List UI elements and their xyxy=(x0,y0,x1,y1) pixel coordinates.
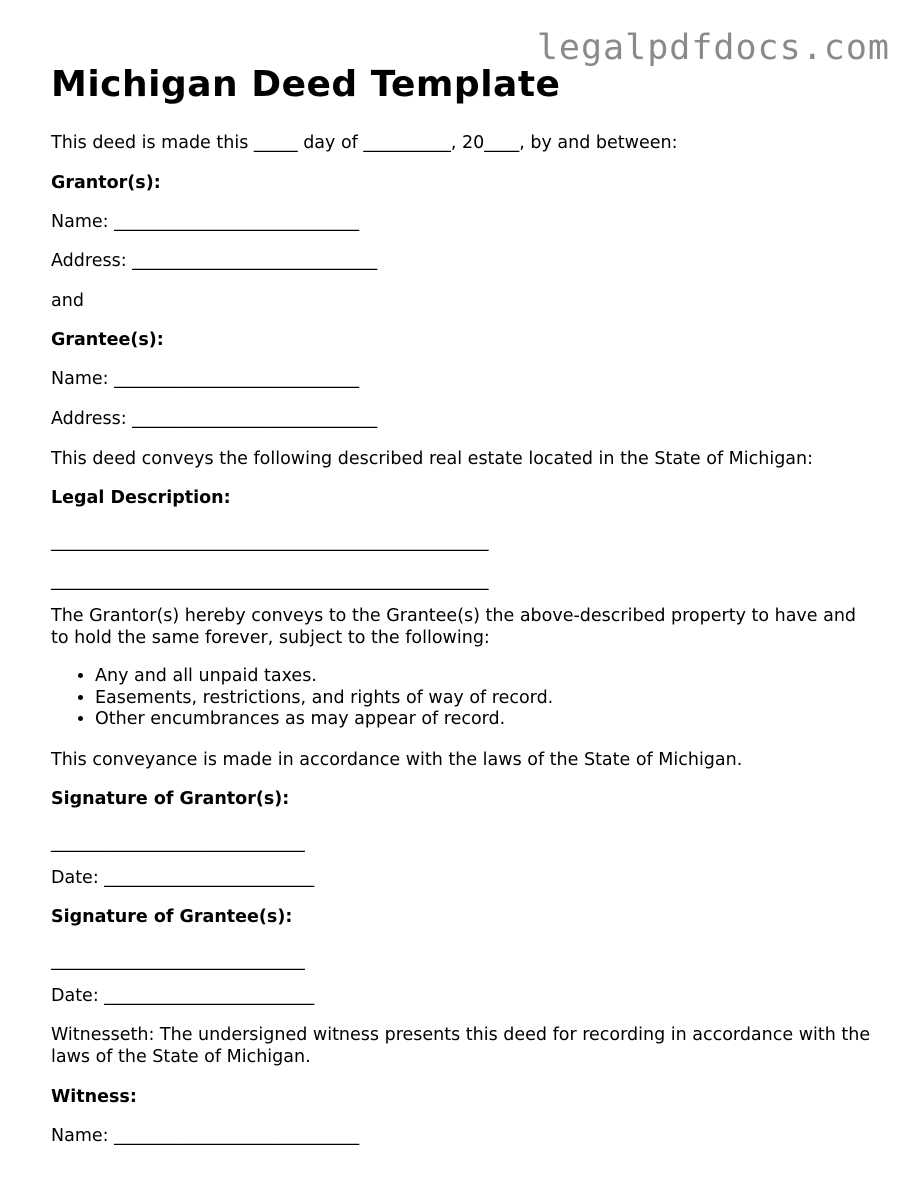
witnesseth-paragraph: Witnesseth: The undersigned witness presents this deed for recording in accordance with the laws of the State of Michigan. xyxy=(51,1025,871,1067)
list-item: • Any and all unpaid taxes. xyxy=(95,666,553,688)
conditions-list xyxy=(51,666,553,731)
grantee-name-field: Name: ____________________________ xyxy=(51,369,360,389)
grantor-signature-line: _____________________________ xyxy=(51,833,305,853)
grantee-signature-heading: Signature of Grantee(s): xyxy=(51,907,293,927)
witness-heading: Witness: xyxy=(51,1087,137,1107)
legal-description-heading: Legal Description: xyxy=(51,488,231,508)
grantor-date-field: Date: ________________________ xyxy=(51,868,315,888)
grantee-signature-line: _____________________________ xyxy=(51,951,305,971)
intro-line: This deed is made this _____ day of __________, 20____, by and between: xyxy=(51,133,678,153)
accordance-text: This conveyance is made in accordance with the laws of the State of Michigan. xyxy=(51,750,743,770)
and-text: and xyxy=(51,291,84,311)
legal-description-line-1: __________________________________________________ xyxy=(51,532,489,552)
grantor-address-field: Address: ____________________________ xyxy=(51,251,378,271)
convey-paragraph: The Grantor(s) hereby conveys to the Grantee(s) the above-described property to have and to hold the same forever, subject to the following: xyxy=(51,606,857,648)
grantor-heading: Grantor(s): xyxy=(51,173,161,193)
grantor-name-field: Name: ____________________________ xyxy=(51,212,360,232)
grantee-date-field: Date: ________________________ xyxy=(51,986,315,1006)
page-title: Michigan Deed Template xyxy=(51,64,561,105)
conveys-text: This deed conveys the following described real estate located in the State of Michigan: xyxy=(51,449,814,469)
legal-description-line-2: __________________________________________________ xyxy=(51,571,489,591)
grantee-heading: Grantee(s): xyxy=(51,330,164,350)
witness-name-field: Name: ____________________________ xyxy=(51,1126,360,1146)
list-item: • Easements, restrictions, and rights of way of record. xyxy=(95,688,553,710)
grantor-signature-heading: Signature of Grantor(s): xyxy=(51,789,290,809)
list-item: • Other encumbrances as may appear of record. xyxy=(95,709,553,731)
grantee-address-field: Address: ____________________________ xyxy=(51,409,378,429)
watermark-text: legalpdfdocs.com xyxy=(536,28,890,68)
